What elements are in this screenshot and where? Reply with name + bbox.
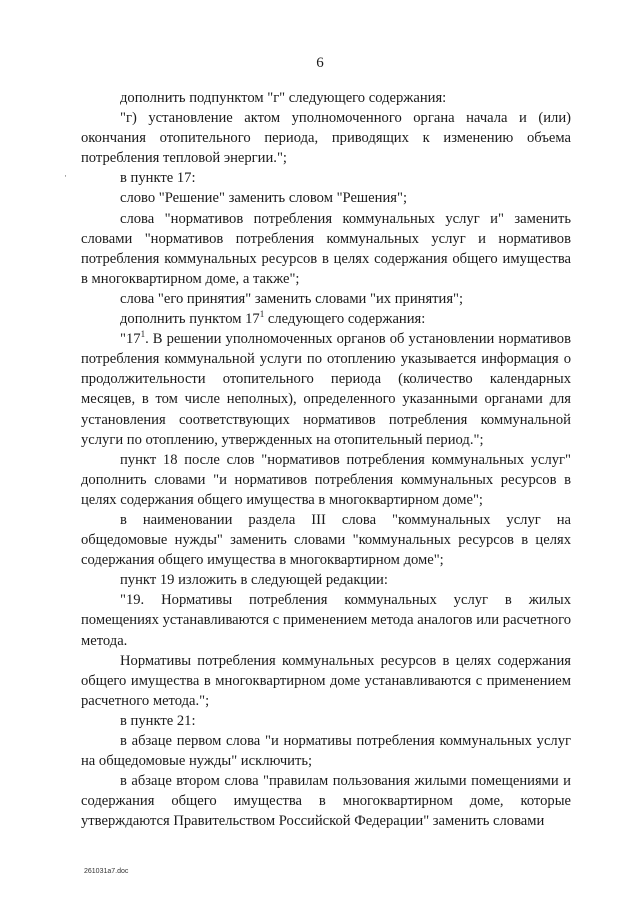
paragraph-item-19-resources: Нормативы потребления коммунальных ресурсов в целях содержания общего имущества в многоквартирном доме устанавливаются с применением расчетного метода."; (81, 652, 571, 709)
paragraph-adoption-replace: слова "его принятия" заменить словами "их принятия"; (120, 290, 464, 307)
paragraph-subitem-g-text: "г) установление актом уполномоченного органа начала и (или) окончания отопительного периода, приводящих к изменению объема потребления тепловой энергии."; (81, 110, 571, 167)
paragraph-item-19: пункт 19 изложить в следующей редакции: (120, 572, 388, 589)
paragraph-norms-replace: слова "нормативов потребления коммунальных услуг и" заменить словами "нормативов потребления коммунальных услуг и нормативов потребления коммунальных ресурсов в целях содержания общего имущества в многоквартирном доме, а также"; (81, 210, 571, 287)
document-body (81, 88, 571, 831)
page-number: 6 (316, 55, 324, 71)
paragraph-item-17-1-text (81, 329, 571, 450)
paragraph-word-decision: слово "Решение" заменить словом "Решения"; (120, 190, 407, 207)
paragraph-text: дополнить пунктом 17 (120, 311, 260, 328)
paragraph-text: "17 (120, 331, 141, 348)
footer-file-code: 261031a7.doc (84, 868, 129, 875)
margin-mark: · (64, 171, 67, 181)
paragraph-item-17: в пункте 17: (120, 170, 196, 187)
paragraph-item-21-second: в абзаце втором слова "правилам пользования жилыми помещениями и содержания общего имущества в многоквартирном доме, которые утверждаются Правительством Российской Федерации" заменить словами (81, 773, 571, 830)
paragraph-item-21-first: в абзаце первом слова "и нормативы потребления коммунальных услуг на общедомовые нужды" исключить; (81, 733, 571, 770)
paragraph-item-19-text: "19. Нормативы потребления коммунальных услуг в жилых помещениях устанавливаются с применением метода аналогов или расчетного метода. (81, 592, 571, 649)
superscript: 1 (140, 329, 146, 340)
paragraph-item-21: в пункте 21: (120, 712, 196, 729)
paragraph-text-after: . В решении уполномоченных органов об установлении нормативов потребления коммунальной услуги по отоплению указывается информация о продолжительности отопительного периода (количество календарных месяцев, в том числе неполных), определенного указанными органами для установления соответствующих нормативов потребления коммунальной услуги по отоплению, утвержденных на отопительный период."; (81, 331, 571, 448)
paragraph-section-3-title: в наименовании раздела III слова "коммунальных услуг на общедомовые нужды" заменить словами "коммунальных ресурсов в целях содержания общего имущества в многоквартирном доме"; (81, 511, 571, 569)
paragraph-text-after: следующего содержания: (264, 311, 426, 328)
paragraph-add-item-17-1 (81, 309, 571, 329)
paragraph-item-18: пункт 18 после слов "нормативов потребления коммунальных услуг" дополнить словами "и нормативов потребления коммунальных ресурсов в целях содержания общего имущества в многоквартирном доме"; (81, 451, 571, 508)
superscript: 1 (259, 309, 265, 320)
paragraph-add-subitem-g: дополнить подпунктом "г" следующего содержания: (120, 90, 447, 106)
